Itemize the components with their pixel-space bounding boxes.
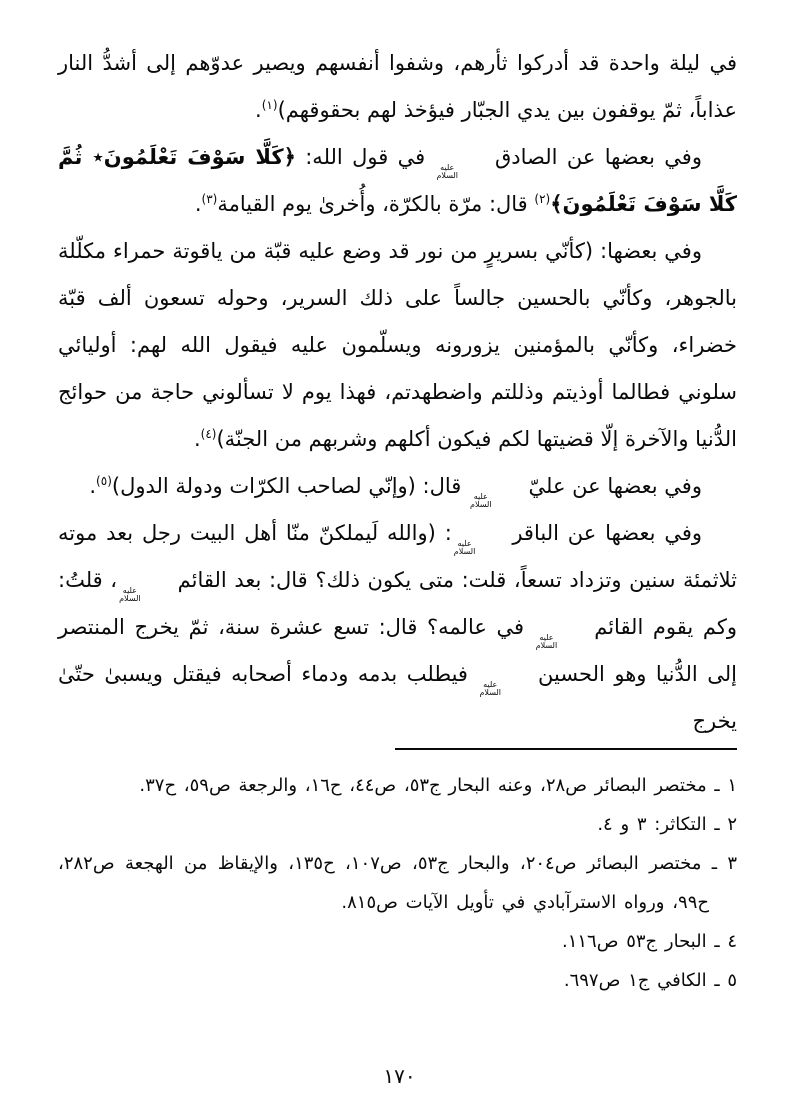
paragraph (58, 40, 737, 134)
paragraph (58, 134, 737, 228)
honorific-ligature-line: السلام (119, 594, 141, 604)
paragraph (58, 228, 737, 463)
body-text-segment: في قول الله: (295, 145, 435, 169)
page-number: ١٧٠ (383, 1064, 416, 1088)
footnote-ref: (٢) (534, 192, 551, 206)
body-text-segment: . (89, 474, 97, 498)
body-text-segment: . (193, 427, 201, 451)
footnote-ref: (٤) (200, 427, 217, 441)
honorific-ligature-line: السلام (535, 641, 558, 651)
footnote-ref: (١) (261, 98, 278, 112)
footnote-area (58, 748, 737, 1000)
paragraph (58, 463, 737, 510)
honorific-ligature-line: عليه (440, 163, 455, 172)
honorific-ligature-line: عليه (122, 586, 137, 595)
honorific-ligature-line: السلام (453, 547, 476, 557)
footnote: ٣ ـ مختصر البصائر ص٢٠٤، والبحار ج٥٣، ص١٠٧، ح١٣٥، والإيقاظ من الهجعة ص٢٨٢، ح٩٩، ورواه الاسترآبادي في تأويل الآيات ص٨١٥. (58, 853, 737, 913)
body-text-segment: ، قلتُ: وكم يقوم القائم (58, 568, 737, 639)
honorific-ligature-line: عليه (457, 539, 472, 548)
body-text-segment: : (والله لَيملكنّ منّا أهل البيت رجل بعد موته ثلاثمئة سنين وتزداد تسعاً، قلت: متى يكون ذلك؟ قال: بعد القائم (58, 521, 737, 592)
body-text-segment: قال: مرّة بالكرّة، وأُخرىٰ يوم القيامة (217, 192, 535, 216)
honorific-ligature-line: السلام (479, 688, 501, 698)
paragraph (58, 510, 737, 745)
honorific-ligature (470, 493, 527, 510)
body-text-segment: . (194, 192, 202, 216)
body-text-segment: قال: (وإنّي لصاحب الكرّات ودولة الدول) (111, 474, 468, 498)
honorific-ligature (119, 587, 176, 604)
body-text-segment: وفي بعضها عن عليّ (528, 474, 702, 498)
honorific-ligature (479, 681, 536, 698)
honorific-ligature-line: السلام (469, 500, 492, 510)
footnote: ٥ ـ الكافي ج١ ص٦٩٧. (563, 970, 737, 991)
footnote-ref: (٣) (201, 192, 218, 206)
honorific-ligature-line: عليه (483, 680, 498, 689)
footnote-separator (395, 748, 737, 750)
footnote: ١ ـ مختصر البصائر ص٢٨، وعنه البحار ج٥٣، ص٤٤، ح١٦، والرجعة ص٥٩، ح٣٧. (139, 775, 737, 796)
quran-verse: ﴿كَلَّا سَوْفَ تَعْلَمُونَ٭ ثُمَّ كَلَّا سَوْفَ تَعْلَمُونَ﴾ (58, 145, 737, 216)
honorific-ligature-line: السلام (436, 171, 458, 181)
body-text-segment: وفي بعضها عن الصادق (495, 145, 702, 169)
footnote-list (58, 766, 737, 1000)
body-text-segment: وفي بعضها عن الباقر (512, 521, 702, 545)
body-text-segment: في ليلة واحدة قد أدركوا ثأرهم، وشفوا أنفسهم ويصير عدوّهم إلى أشدُّ النار عذاباً، ثمّ يوقفون بين يدي الجبّار فيؤخذ لهم بحقوقهم) (58, 51, 737, 122)
honorific-ligature (454, 540, 511, 557)
body-text-segment: في عالمه؟ قال: تسع عشرة سنة، ثمّ يخرج المنتصر إلى الدُّنيا وهو الحسين (58, 615, 738, 686)
honorific-ligature (536, 634, 593, 651)
footnote: ٢ ـ التكاثر: ٣ و ٤. (597, 814, 737, 835)
honorific-ligature-line: عليه (473, 492, 488, 501)
footnote-ref: (٥) (96, 474, 112, 488)
honorific-ligature (436, 164, 493, 181)
body-text-segment: فيطلب بدمه ودماء أصحابه فيقتل ويسبىٰ حتّىٰ يخرج (58, 662, 737, 733)
footnote: ٤ ـ البحار ج٥٣ ص١١٦. (561, 931, 737, 952)
body-text-segment: . (255, 98, 262, 122)
body-text (58, 40, 737, 745)
body-text-segment: وفي بعضها: (كأنّي بسريرٍ من نور قد وضع عليه قبّة من ياقوتة حمراء مكلّلة بالجوهر، وكأنّي بالحسين جالساً على ذلك السرير، وحوله تسعون ألف قبّة خضراء، وكأنّي بالمؤمنين يزورونه ويسلّمون عليه فيقول الله لهم: أوليائي سلوني فطالما أوذيتم وذللتم واضطهدتم، فهذا يوم لا تسألوني حاجة من حوائج الدُّنيا والآخرة إلّا قضيتها لكم فيكون أكلهم وشربهم من الجنّة) (58, 239, 737, 451)
honorific-ligature-line: عليه (539, 633, 554, 642)
